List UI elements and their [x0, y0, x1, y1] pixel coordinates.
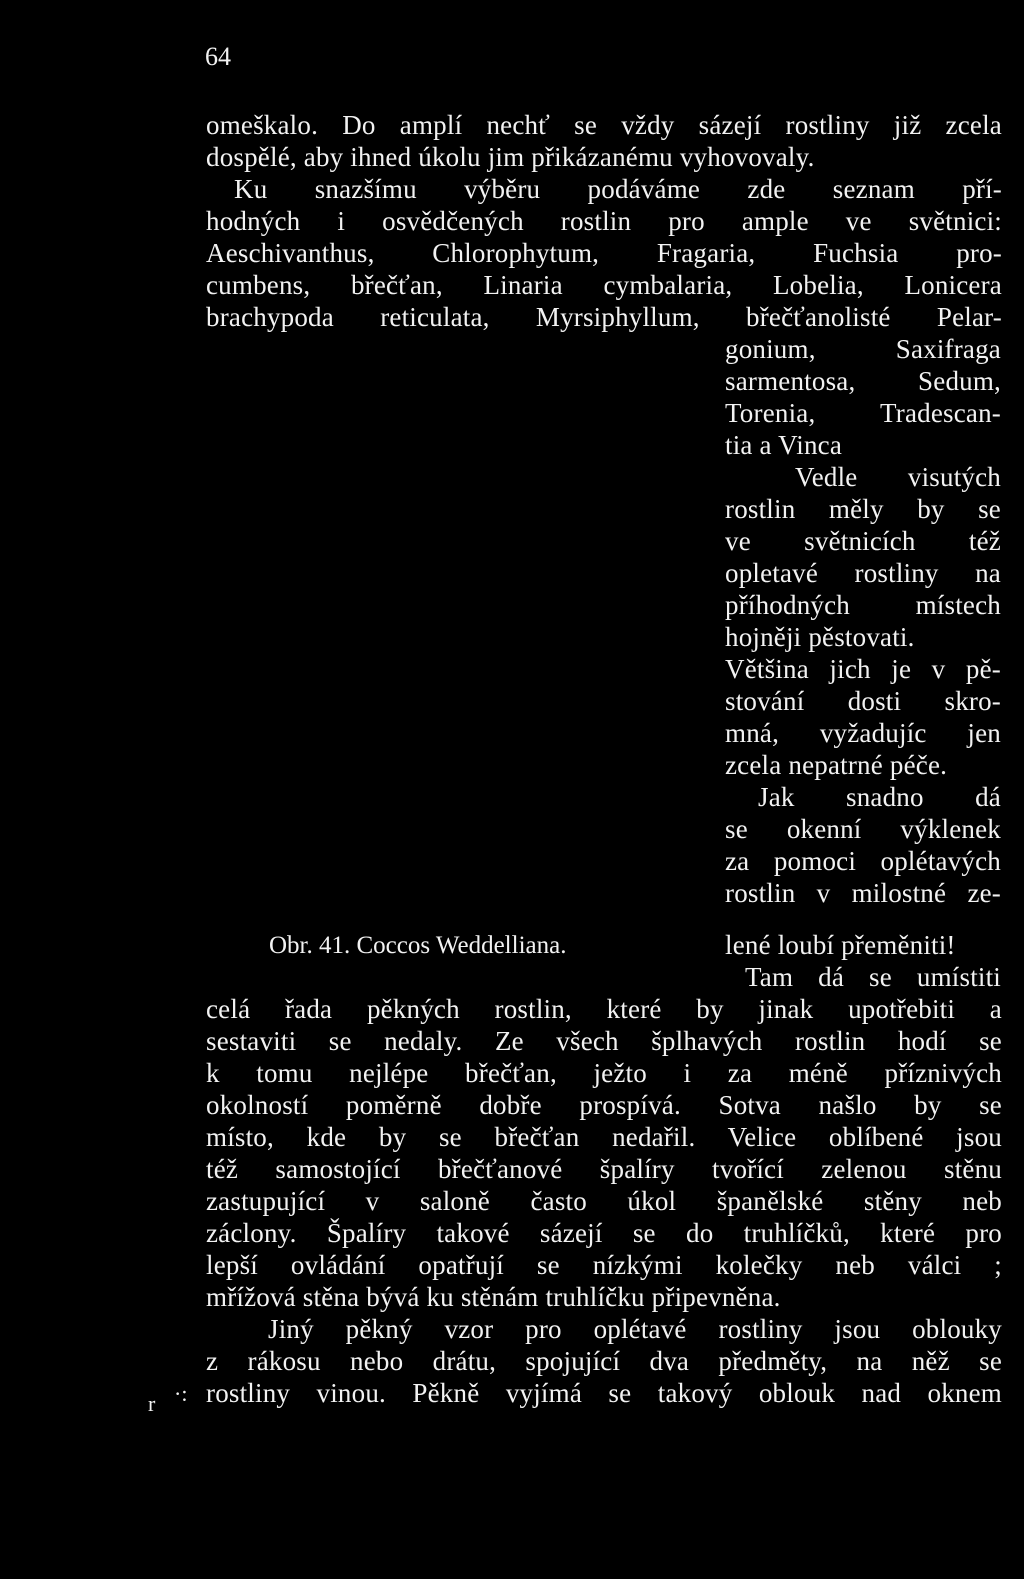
text-line: sarmentosa, Sedum, — [725, 366, 1001, 396]
page-number: 64 — [205, 42, 231, 71]
text-line: lené loubí přeměniti! — [725, 930, 956, 960]
text-line: rostliny vinou. Pěkně vyjímá se takový oblouk nad oknem — [206, 1378, 1002, 1408]
text-line: Jak snadno dá — [758, 782, 1001, 812]
text-line: zastupující v saloně často úkol španělské stěny neb — [206, 1186, 1002, 1216]
text-line: hodných i osvědčených rostlin pro ample ve světnici: — [206, 206, 1002, 236]
text-line: dospělé, aby ihned úkolu jim přikázanému vyhovovaly. — [206, 142, 815, 172]
text-line: Tam dá se umístiti — [745, 962, 1001, 992]
text-line: též samostojící břečťanové špalíry tvořící zelenou stěnu — [206, 1154, 1002, 1184]
text-line: rostlin měly by se — [725, 494, 1001, 524]
text-line: cumbens, břečťan, Linaria cymbalaria, Lobelia, Lonicera — [206, 270, 1002, 300]
text-line: rostlin v milostné ze- — [725, 878, 1001, 908]
text-line: se okenní výklenek — [725, 814, 1001, 844]
text-line: hojněji pěstovati. — [725, 622, 915, 652]
text-line: Aeschivanthus, Chlorophytum, Fragaria, Fuchsia pro- — [206, 238, 1002, 268]
text-line: brachypoda reticulata, Myrsiphyllum, břečťanolisté Pelar- — [206, 302, 1002, 332]
text-line: Většina jich je v pě- — [725, 654, 1001, 684]
text-line: příhodných místech — [725, 590, 1001, 620]
text-line: Vedle visutých — [795, 462, 1001, 492]
text-line: tia a Vinca — [725, 430, 843, 460]
text-line: za pomoci oplétavých — [725, 846, 1001, 876]
text-line: Ku snazšímu výběru podáváme zde seznam pří- — [234, 174, 1002, 204]
text-line: stování dosti skro- — [725, 686, 1001, 716]
text-line: mná, vyžadujíc jen — [725, 718, 1001, 748]
stray-mark: r — [148, 1391, 156, 1416]
text-line: k tomu nejlépe břečťan, ježto i za méně příznivých — [206, 1058, 1002, 1088]
text-line: okolností poměrně dobře prospívá. Sotva našlo by se — [206, 1090, 1002, 1120]
figure-caption: Obr. 41. Coccos Weddelliana. — [269, 932, 567, 959]
text-line: z rákosu nebo drátu, spojující dva předměty, na něž se — [206, 1346, 1002, 1376]
text-line: celá řada pěkných rostlin, které by jinak upotřebiti a — [206, 994, 1002, 1024]
text-line: sestaviti se nedaly. Ze všech šplhavých rostlin hodí se — [206, 1026, 1002, 1056]
text-line: omeškalo. Do amplí nechť se vždy sázejí rostliny již zcela — [206, 110, 1002, 140]
text-line: gonium, Saxifraga — [725, 334, 1001, 364]
stray-mark: ·: — [174, 1381, 188, 1406]
figure-image — [206, 360, 706, 920]
text-line: lepší ovládání opatřují se nízkými kolečky neb válci ; — [206, 1250, 1002, 1280]
text-line: mřížová stěna bývá ku stěnám truhlíčku připevněna. — [206, 1282, 781, 1312]
text-line: zcela nepatrné péče. — [725, 750, 948, 780]
text-line: opletavé rostliny na — [725, 558, 1001, 588]
text-line: záclony. Špalíry takové sázejí se do truhlíčků, které pro — [206, 1218, 1002, 1248]
text-line: Torenia, Tradescan- — [725, 398, 1001, 428]
text-line: místo, kde by se břečťan nedařil. Velice oblíbené jsou — [206, 1122, 1002, 1152]
text-line: Jiný pěkný vzor pro oplétavé rostliny jsou oblouky — [268, 1314, 1002, 1344]
text-line: ve světnicích též — [725, 526, 1001, 556]
